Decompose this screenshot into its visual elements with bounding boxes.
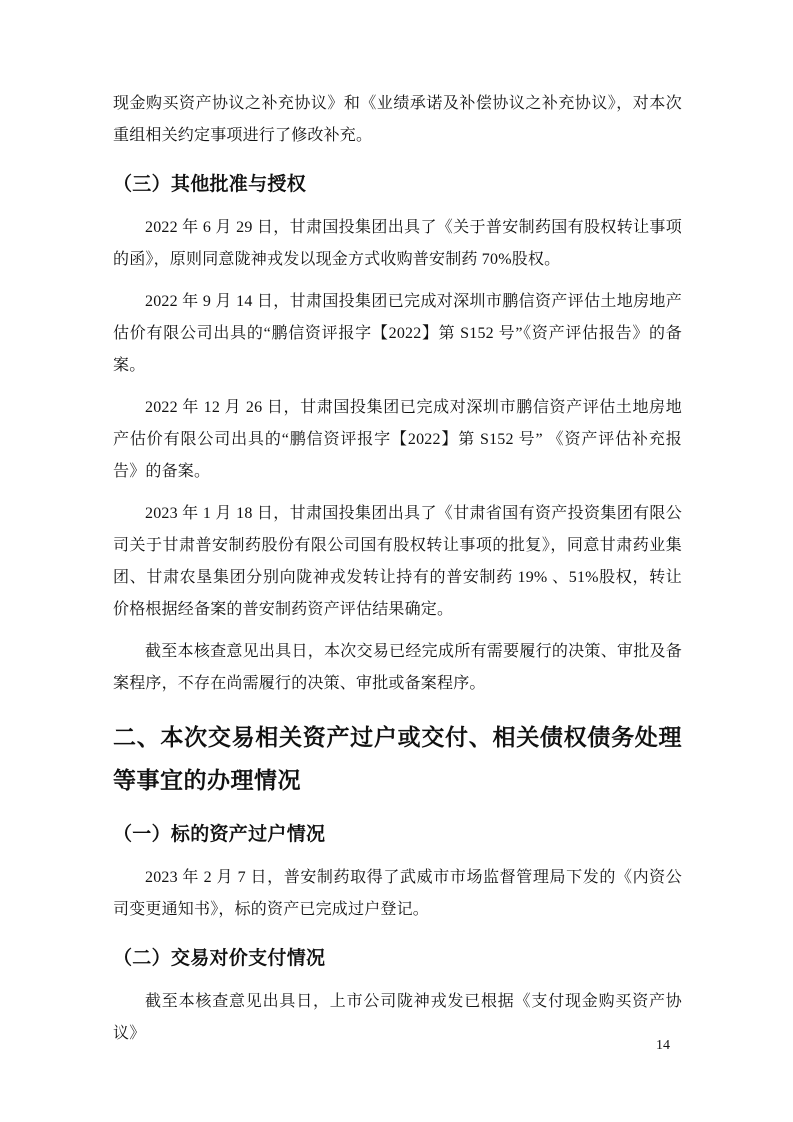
chapter-heading-asset-transfer-matters: 二、本次交易相关资产过户或交付、相关债权债务处理等事宜的办理情况: [113, 724, 682, 793]
paragraph-transfer-registration-2023-02-07: 2023 年 2 月 7 日，普安制药取得了武威市市场监督管理局下发的《内资公司变更通知书》，标的资产已完成过户登记。: [113, 869, 682, 918]
paragraph-approval-2023-01-18: 2023 年 1 月 18 日，甘肃国投集团出具了《甘肃省国有资产投资集团有限公司关于甘肃普安制药股份有限公司国有股权转让事项的批复》，同意甘肃药业集团、甘肃农垦集团分别向陇神戎发转让持有的普安制药 19% 、51%股权，转让价格根据经备案的普安制药资产评估结果确定。: [113, 505, 682, 618]
paragraph-approval-2022-06-29: 2022 年 6 月 29 日，甘肃国投集团出具了《关于普安制药国有股权转让事项的函》，原则同意陇神戎发以现金方式收购普安制药 70%股权。: [113, 219, 682, 268]
page-number: 14: [656, 1038, 670, 1053]
paragraph-filing-2022-09-14: 2022 年 9 月 14 日，甘肃国投集团已完成对深圳市鹏信资产评估土地房地产估价有限公司出具的“鹏信资评报字【2022】第 S152 号”《资产评估报告》的备案。: [113, 293, 682, 374]
section-heading-target-asset-transfer: （一）标的资产过户情况: [113, 824, 326, 845]
section-heading-other-approvals: （三）其他批准与授权: [113, 174, 307, 195]
document-content: [113, 0, 682, 1060]
paragraph-continued-supplement-agreements: 现金购买资产协议之补充协议》和《业绩承诺及补偿协议之补充协议》，对本次重组相关约定事项进行了修改补充。: [113, 95, 682, 144]
paragraph-filing-2022-12-26: 2022 年 12 月 26 日，甘肃国投集团已完成对深圳市鹏信资产评估土地房地产估价有限公司出具的“鹏信资评报字【2022】第 S152 号” 《资产评估补充报告》的备案。: [113, 399, 682, 480]
section-heading-consideration-payment: （二）交易对价支付情况: [113, 948, 326, 969]
paragraph-payment-status: 截至本核查意见出具日，上市公司陇神戎发已根据《支付现金购买资产协议》: [113, 993, 682, 1042]
paragraph-procedures-completed: 截至本核查意见出具日，本次交易已经完成所有需要履行的决策、审批及备案程序，不存在尚需履行的决策、审批或备案程序。: [113, 643, 682, 692]
